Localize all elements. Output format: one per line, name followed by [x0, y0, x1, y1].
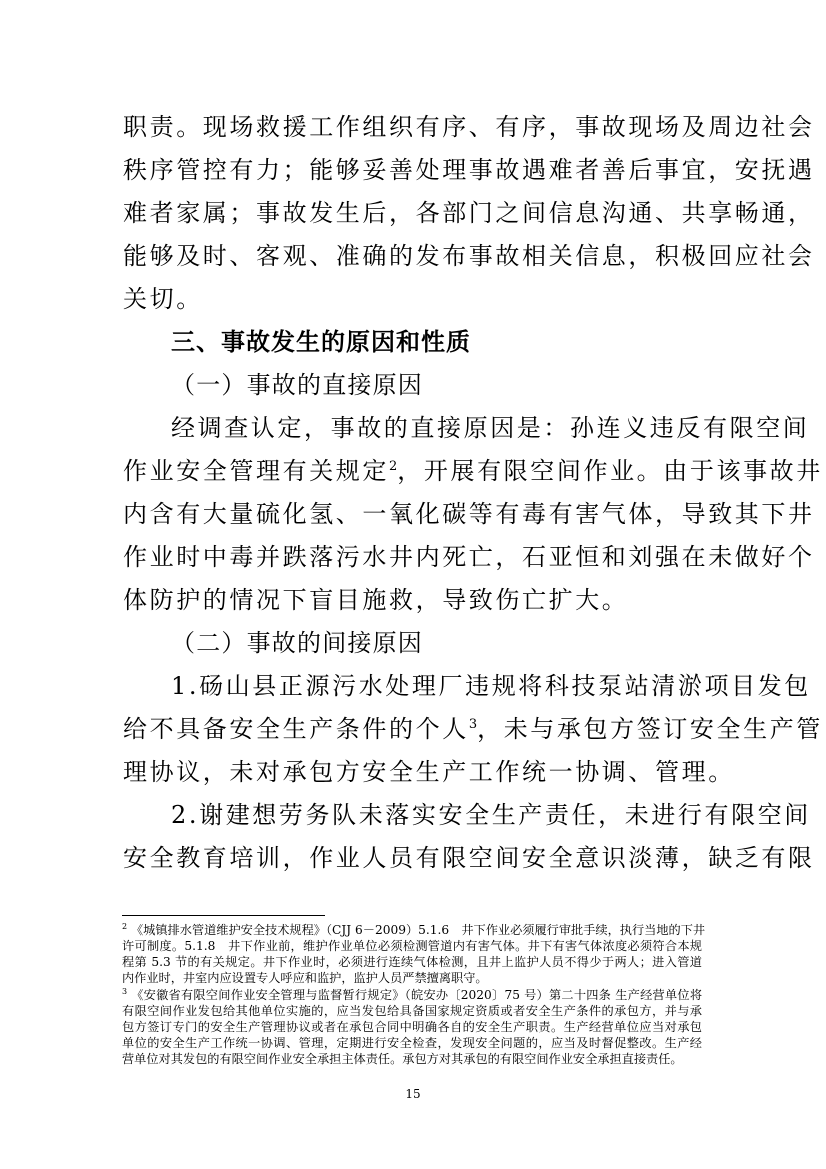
footnote-3-line-4: 单位的安全生产工作统一协调、管理，定期进行安全检查，发现安全问题的，应当及时督促整改。生产经	[122, 1036, 702, 1050]
body-line-5: 关切。	[123, 285, 203, 313]
direct-cause-line-2	[123, 457, 823, 485]
indirect-1-line-2-post: ，未与承包方签订安全生产管	[477, 715, 823, 743]
footnote-ref-2: 2	[389, 459, 398, 474]
direct-cause-line-2-post: ，开展有限空间作业。由于该事故井	[397, 457, 823, 485]
body-line-3: 难者家属；事故发生后，各部门之间信息沟通、共享畅通，	[123, 199, 815, 227]
footnote-3-text-1: 《安徽省有限空间作业安全管理与监督暂行规定》（皖安办〔2020〕75 号）第二十四条 生产经营单位将	[131, 988, 703, 1002]
direct-cause-line-2-pre: 作业安全管理有关规定	[123, 457, 389, 485]
page-number: 15	[405, 1087, 421, 1101]
subsection-heading-direct: （一）事故的直接原因	[171, 371, 423, 399]
section-heading: 三、事故发生的原因和性质	[171, 328, 471, 356]
body-line-4: 能够及时、客观、准确的发布事故相关信息，积极回应社会	[123, 242, 815, 270]
footnote-separator	[122, 915, 325, 916]
direct-cause-line-3: 内含有大量硫化氢、一氧化碳等有毒有害气体，导致其下井	[123, 500, 815, 528]
footnote-2-line-1	[122, 921, 706, 937]
footnote-3-line-1	[122, 988, 702, 1002]
footnote-2-marker: 2	[122, 921, 128, 931]
footnote-3-line-2: 有限空间作业发包给其他单位实施的，应当发包给具备国家规定资质或者安全生产条件的承包方，并与承	[122, 1004, 702, 1018]
footnote-ref-3: 3	[468, 717, 478, 732]
direct-cause-line-1: 经调查认定，事故的直接原因是：孙连义违反有限空间	[171, 414, 810, 442]
footnote-2-text-1: 《城镇排水管道维护安全技术规程》（CJJ 6－2009）5.1.6 井下作业必须履行审批手续，执行当地的下井	[130, 923, 706, 937]
footnote-2-line-4: 内作业时，井室内应设置专人呼应和监护，监护人员严禁擅离职守。	[122, 971, 488, 985]
direct-cause-line-4: 作业时中毒并跌落污水井内死亡，石亚恒和刘强在未做好个	[123, 543, 815, 571]
footnote-3-line-3: 包方签订专门的安全生产管理协议或者在承包合同中明确各自的安全生产职责。生产经营单位应当对承包	[122, 1020, 702, 1034]
subsection-heading-indirect: （二）事故的间接原因	[171, 629, 423, 657]
footnote-2-line-3: 程第 5.3 节的有关规定。井下作业时，必须进行连续气体检测，且井上监护人员不得少于两人；进入管道	[122, 955, 702, 969]
indirect-1-line-2-pre: 给不具备安全生产条件的个人	[123, 715, 469, 743]
indirect-1-line-2	[123, 715, 823, 743]
indirect-1-line-1: 1.砀山县正源污水处理厂违规将科技泵站清淤项目发包	[171, 672, 811, 700]
body-line-1: 职责。现场救援工作组织有序、有序，事故现场及周边社会	[123, 113, 815, 141]
indirect-2-line-1: 2.谢建想劳务队未落实安全生产责任，未进行有限空间	[171, 801, 811, 829]
indirect-2-line-2: 安全教育培训，作业人员有限空间安全意识淡薄，缺乏有限	[123, 844, 815, 872]
direct-cause-line-5: 体防护的情况下盲目施救，导致伤亡扩大。	[123, 586, 629, 614]
footnote-3-marker: 3	[122, 986, 128, 996]
footnote-2-line-2: 许可制度。5.1.8 井下作业前，维护作业单位必须检测管道内有害气体。井下有害气体浓度必须符合本规	[122, 939, 702, 953]
indirect-1-line-3: 理协议，未对承包方安全生产工作统一协调、管理。	[123, 758, 735, 786]
body-line-2: 秩序管控有力；能够妥善处理事故遇难者善后事宜，安抚遇	[123, 156, 815, 184]
footnote-3-line-5: 营单位对其发包的有限空间作业安全承担主体责任。承包方对其承包的有限空间作业安全承担直接责任。	[122, 1052, 683, 1066]
